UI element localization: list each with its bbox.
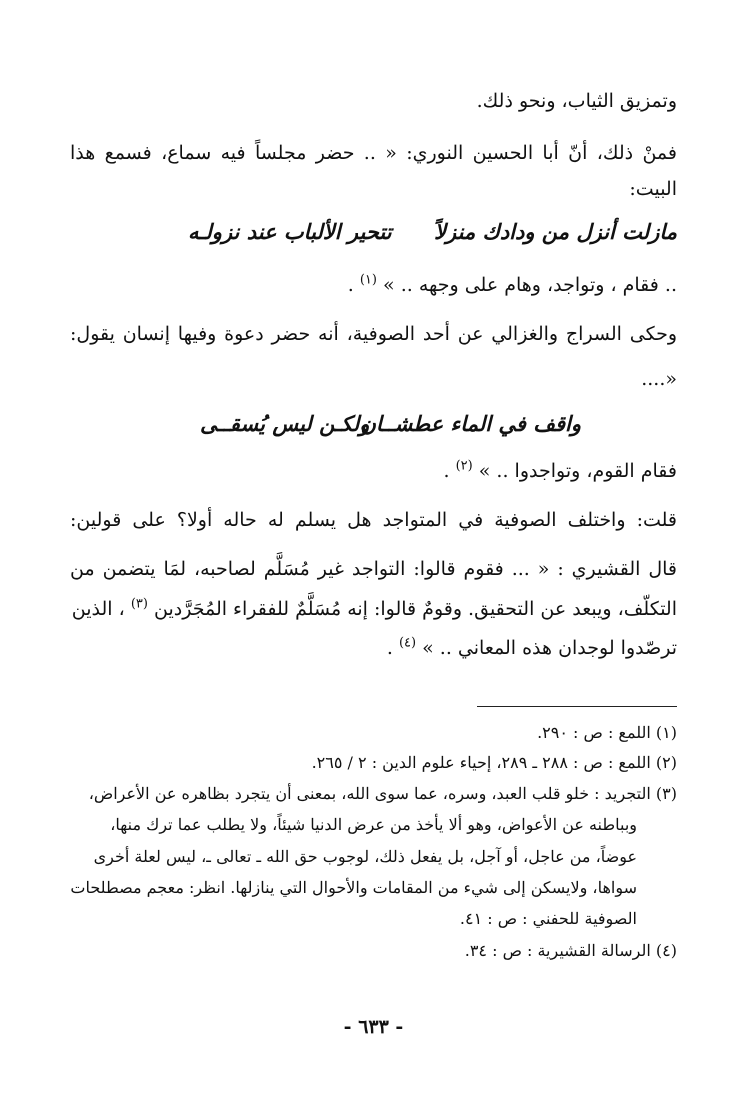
footnote-2-num: (٢): [655, 753, 677, 772]
footnote-1-num: (١): [655, 723, 677, 742]
footnote-divider: [477, 706, 677, 707]
footnote-3-cont-4: الصوفية للحفني : ص : ٤١.: [459, 909, 637, 928]
line-9: قال القشيري : « ... فقوم قالوا: التواجد غير مُسَلَّم لصاحبه، لمَا يتضمن من: [70, 558, 677, 580]
footnote-3-num: (٣): [655, 784, 677, 803]
line-11-end: .: [386, 637, 393, 659]
footnote-3-cont-3: سواها، ولايسكن إلى شيء من المقامات والأحوال التي ينازلها. انظر: معجم مصطلحات: [70, 878, 637, 897]
line-11: [70, 635, 677, 661]
footnote-1-text: اللمع : ص : ٢٩٠.: [537, 723, 651, 742]
verse-1-right: مازلت أنزل من ودادك منزلاً: [434, 219, 677, 244]
line-6: «....: [641, 368, 677, 390]
verse-2-right: واقف في الماء عطشــان: [360, 411, 581, 436]
footnote-2: [70, 752, 677, 774]
footnote-ref-2: (٢): [455, 458, 473, 474]
footnote-3: [70, 783, 677, 805]
line-4-text: .. فقام ، وتواجد، وهام على وجهه .. »: [383, 274, 677, 296]
footnote-1: [70, 722, 677, 744]
line-4-end: .: [347, 274, 354, 296]
footnote-ref-1: (١): [359, 272, 377, 288]
verse-2-left: ولكـن ليس يُسقــى: [200, 411, 370, 436]
footnote-3-cont-2: عوضاً، من عاجل، أو آجل، بل يفعل ذلك، لوجوب حق الله ـ تعالى ـ، ليس لعلة أخرى: [93, 847, 637, 866]
footnote-4: [70, 940, 677, 962]
footnote-4-text: الرسالة القشيرية : ص : ٣٤.: [464, 941, 651, 960]
line-2: فمنْ ذلك، أنّ أبا الحسين النوري: « .. حضر مجلساً فيه سماع، فسمع هذا: [70, 142, 677, 164]
line-7: [70, 458, 677, 484]
footnote-4-num: (٤): [655, 941, 677, 960]
footnote-ref-3: (٣): [130, 596, 148, 612]
footnote-2-text: اللمع : ص : ٢٨٨ ـ ٢٨٩، إحياء علوم الدين : ٢ / ٢٦٥.: [311, 753, 651, 772]
line-11-text: ترصّدوا لوجدان هذه المعاني .. »: [422, 637, 677, 659]
line-8: قلت: واختلف الصوفية في المتواجد هل يسلم له حاله أولا؟ على قولين:: [70, 509, 677, 531]
page-number: - ٦٣٣ -: [343, 1016, 404, 1038]
line-4: [70, 272, 677, 298]
line-10-text: التكلّف، ويبعد عن التحقيق. وقومٌ قالوا: إنه مُسَلَّمٌ للفقراء المُجَرَّدين: [154, 598, 677, 620]
line-7-text: فقام القوم، وتواجدوا .. »: [478, 460, 677, 482]
verse-1-left: تتحير الألباب عند نزولـه: [188, 219, 392, 244]
line-10: [70, 596, 677, 622]
line-7-end: .: [443, 460, 450, 482]
line-1: وتمزيق الثياب، ونحو ذلك.: [476, 90, 677, 112]
footnote-3-cont-1: وبباطنه عن الأعواض، وهو ألا يأخذ من عرض الدنيا شيئاً، ولا يطلب عما ترك منها،: [110, 815, 637, 834]
footnote-ref-4: (٤): [398, 635, 417, 651]
line-10-end: ، الذين: [71, 598, 125, 620]
line-3: البيت:: [629, 178, 677, 200]
footnote-3-text: التجريد : خلو قلب العبد، وسره، عما سوى الله، بمعنى أن يتجرد بظاهره عن الأعراض،: [88, 784, 651, 803]
line-5: وحكى السراج والغزالي عن أحد الصوفية، أنه حضر دعوة وفيها إنسان يقول:: [70, 323, 677, 345]
